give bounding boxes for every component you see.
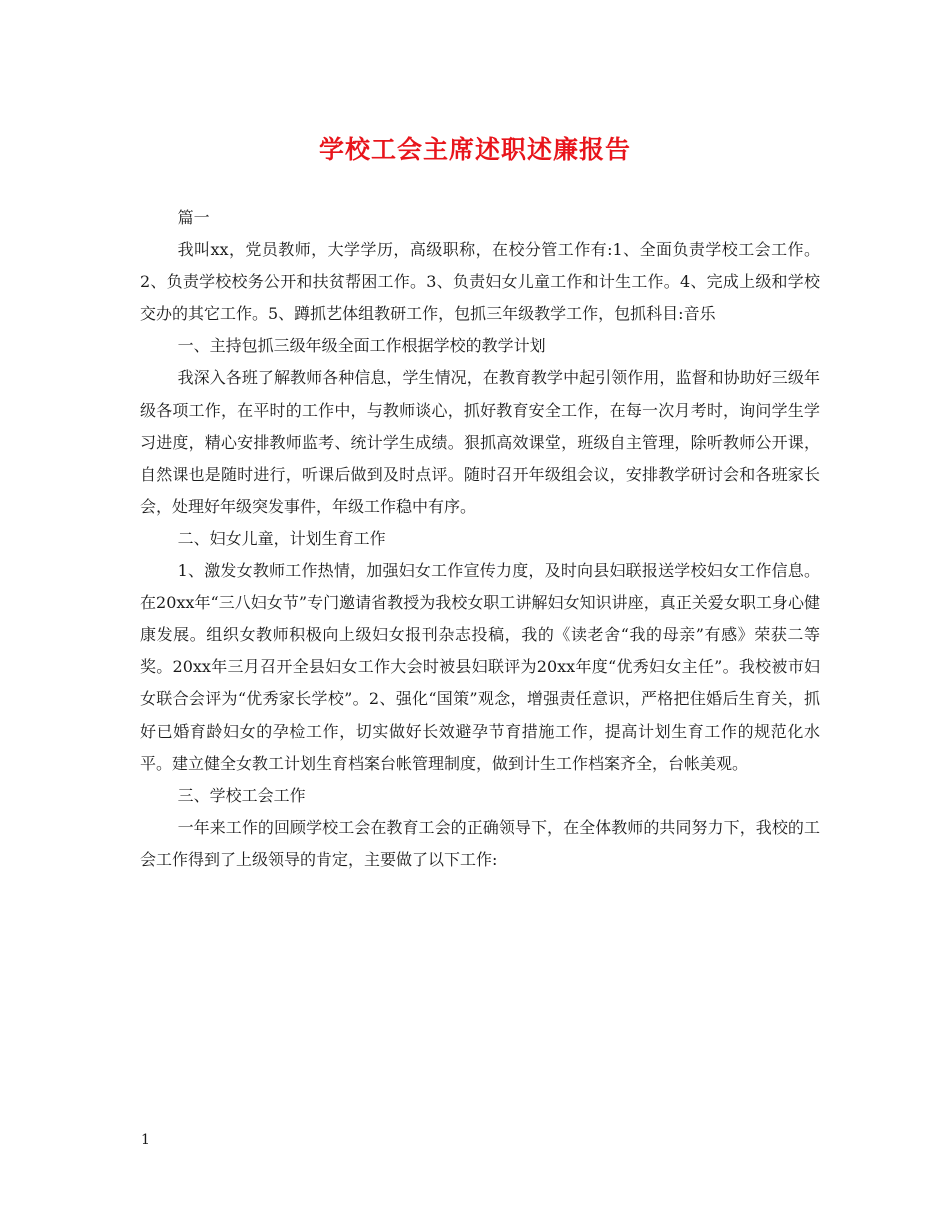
page-number: 1	[141, 1132, 150, 1148]
paragraph-heading-women-children: 二、妇女儿童，计划生育工作	[177, 528, 386, 548]
paragraph-introduction: 我叫xx，党员教师，大学学历，高级职称，在校分管工作有:1、全面负责学校工会工作。2、负责学校校务公开和扶贫帮困工作。3、负责妇女儿童工作和计生工作。4、完成上级和学校交办的其它工作。5、蹲抓艺体组教研工作，包抓三年级教学工作，包抓科目:音乐	[140, 240, 820, 324]
paragraph-heading-union-work: 三、学校工会工作	[177, 785, 306, 805]
paragraph-heading-grade-work: 一、主持包抓三级年级全面工作根据学校的教学计划	[177, 336, 546, 356]
paragraph-grade-work-details: 我深入各班了解教师各种信息，学生情况，在教育教学中起引领作用，监督和协助好三级年级各项工作，在平时的工作中，与教师谈心，抓好教育安全工作，在每一次月考时，询问学生学习进度，精心安排教师监考、统计学生成绩。狠抓高效课堂，班级自主管理，除听教师公开课，自然课也是随时进行，听课后做到及时点评。随时召开年级组会议，安排教学研讨会和各班家长会，处理好年级突发事件，年级工作稳中有序。	[140, 368, 820, 516]
document-body	[140, 202, 820, 876]
paragraph-union-work-review: 一年来工作的回顾学校工会在教育工会的正确领导下，在全体教师的共同努力下，我校的工会工作得到了上级领导的肯定，主要做了以下工作:	[140, 817, 820, 869]
paragraph-women-children-details: 1、激发女教师工作热情，加强妇女工作宣传力度，及时向县妇联报送学校妇女工作信息。在20xx年“三八妇女节”专门邀请省教授为我校女职工讲解妇女知识讲座，真正关爱女职工身心健康发展。组织女教师积极向上级妇女报刊杂志投稿，我的《读老舍“我的母亲”有感》荣获二等奖。20xx年三月召开全县妇女工作大会时被县妇联评为20xx年度“优秀妇女主任”。我校被市妇女联合会评为“优秀家长学校”。2、强化“国策”观念，增强责任意识，严格把住婚后生育关，抓好已婚育龄妇女的孕检工作，切实做好长效避孕节育措施工作，提高计划生育工作的规范化水平。建立健全女教工计划生育档案台帐管理制度，做到计生工作档案齐全，台帐美观。	[140, 561, 820, 773]
paragraph-section-label: 篇一	[177, 208, 210, 227]
document-title: 学校工会主席述职述廉报告	[318, 135, 631, 164]
